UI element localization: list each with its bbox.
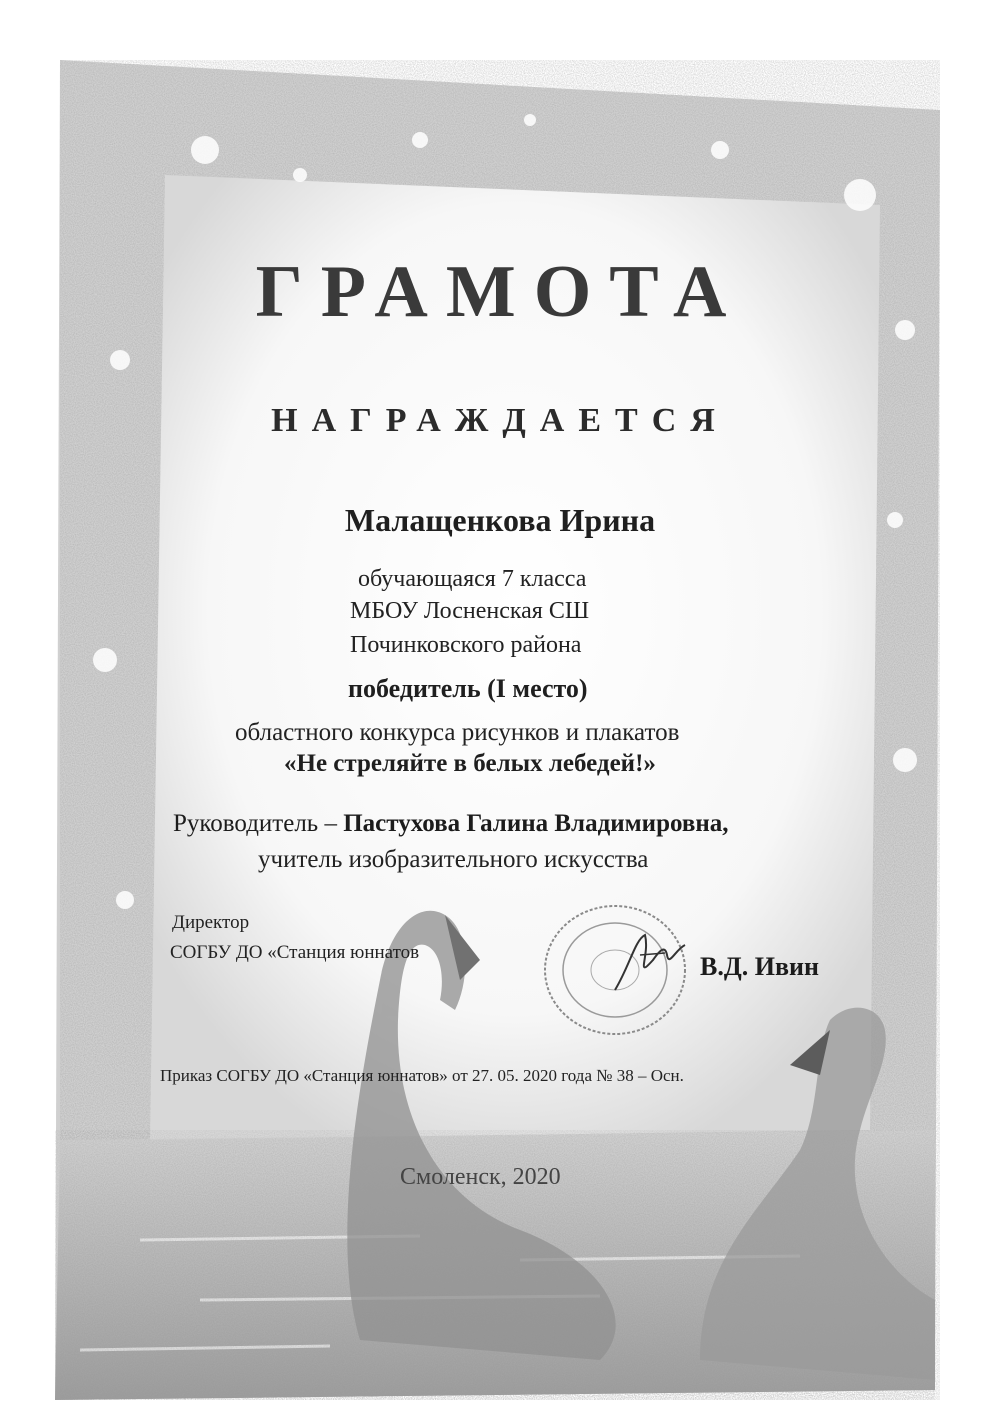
awarded-label: НАГРАЖДАЕТСЯ	[271, 402, 729, 439]
supervisor-name: Пастухова Галина Владимировна,	[343, 810, 729, 837]
contest-name: «Не стреляйте в белых лебедей!»	[284, 750, 656, 777]
signer-name: В.Д. Ивин	[700, 952, 819, 981]
certificate-title: ГРАМОТА	[255, 251, 745, 333]
supervisor-position: учитель изобразительного искусства	[258, 846, 649, 873]
supervisor-line	[173, 810, 729, 838]
organization-name: СОГБУ ДО «Станция юннатов	[170, 942, 420, 963]
contest-description: областного конкурса рисунков и плакатов	[235, 719, 680, 746]
recipient-name: Малащенкова Ирина	[344, 502, 656, 538]
school-name: МБОУ Лосненская СШ	[350, 598, 590, 624]
district-name: Починковского района	[350, 632, 582, 658]
award-result: победитель (I место)	[348, 674, 588, 703]
order-reference: Приказ СОГБУ ДО «Станция юннатов» от 27. 05. 2020 года № 38 – Осн.	[160, 1066, 684, 1085]
director-label: Директор	[172, 912, 250, 933]
student-grade: обучающаяся 7 класса	[358, 566, 587, 592]
handwritten-signature	[605, 925, 695, 1000]
supervisor-label: Руководитель –	[173, 810, 344, 837]
city-year: Смоленск, 2020	[400, 1164, 561, 1190]
